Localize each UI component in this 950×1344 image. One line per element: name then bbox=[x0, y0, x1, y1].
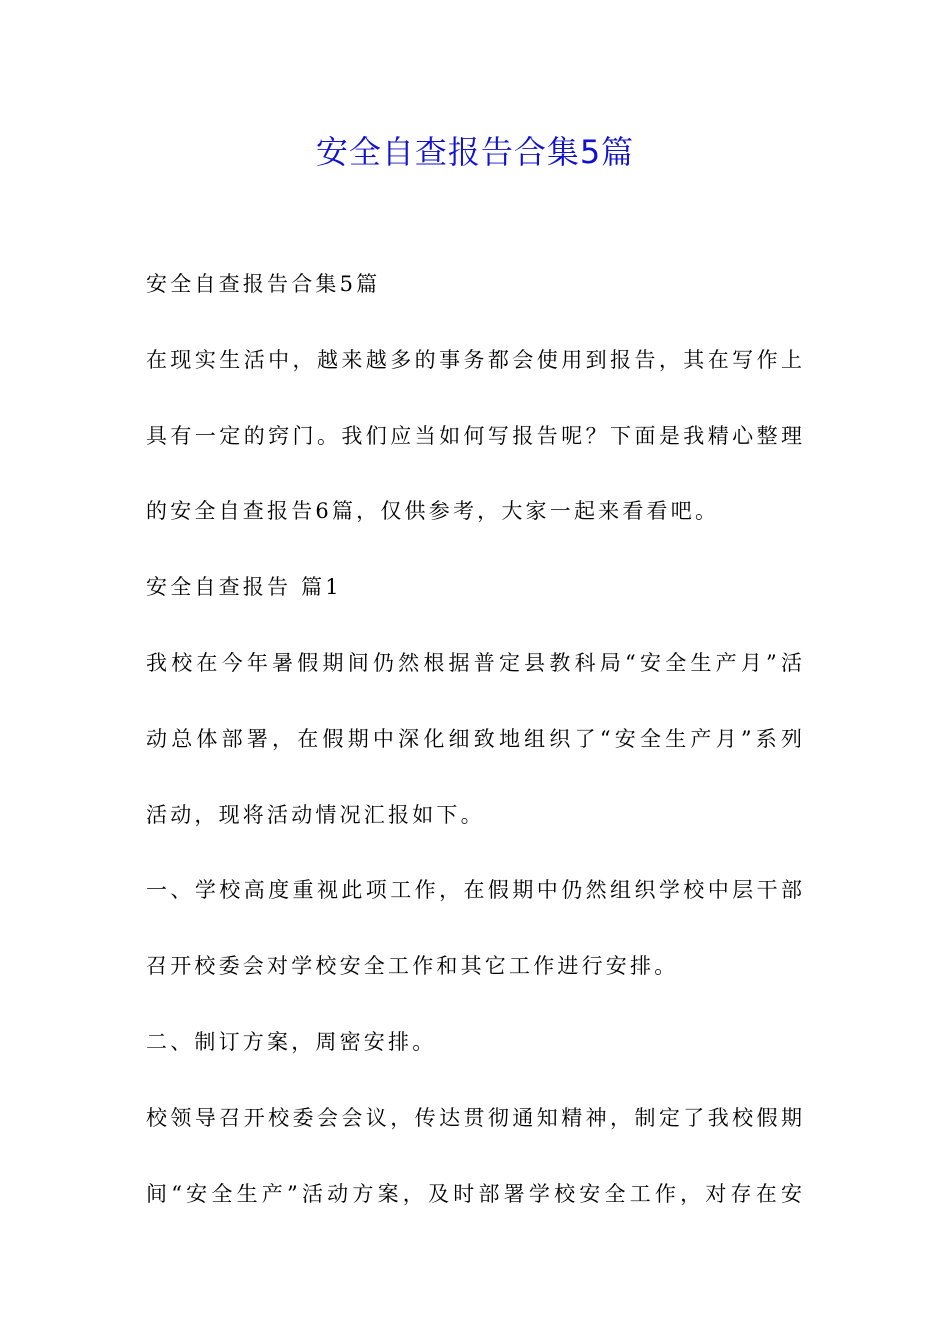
body-line: 动总体部署，在假期中深化细致地组织了“安全生产月”系列 bbox=[146, 726, 802, 751]
body-line: 我校在今年暑假期间仍然根据普定县教科局“安全生产月”活 bbox=[146, 650, 802, 675]
section-heading: 安全自查报告 篇1 bbox=[146, 575, 342, 600]
body-line: 校领导召开校委会会议，传达贯彻通知精神，制定了我校假期 bbox=[146, 1105, 802, 1130]
body-line: 的安全自查报告6篇，仅供参考，大家一起来看看吧。 bbox=[146, 499, 720, 524]
body-line: 具有一定的窍门。我们应当如何写报告呢？下面是我精心整理 bbox=[146, 423, 802, 448]
body-line: 二、制订方案，周密安排。 bbox=[146, 1029, 437, 1054]
document-body bbox=[146, 264, 806, 1249]
body-line: 一、学校高度重视此项工作，在假期中仍然组织学校中层干部 bbox=[146, 878, 802, 903]
body-line: 在现实生活中，越来越多的事务都会使用到报告，其在写作上 bbox=[146, 347, 802, 372]
document-title: 安全自查报告合集5篇 bbox=[315, 133, 635, 171]
body-line: 间“安全生产”活动方案，及时部署学校安全工作，对存在安 bbox=[146, 1181, 802, 1206]
body-line: 召开校委会对学校安全工作和其它工作进行安排。 bbox=[146, 954, 679, 979]
body-line-subtitle: 安全自查报告合集5篇 bbox=[146, 272, 381, 296]
body-line: 活动，现将活动情况汇报如下。 bbox=[146, 802, 485, 827]
